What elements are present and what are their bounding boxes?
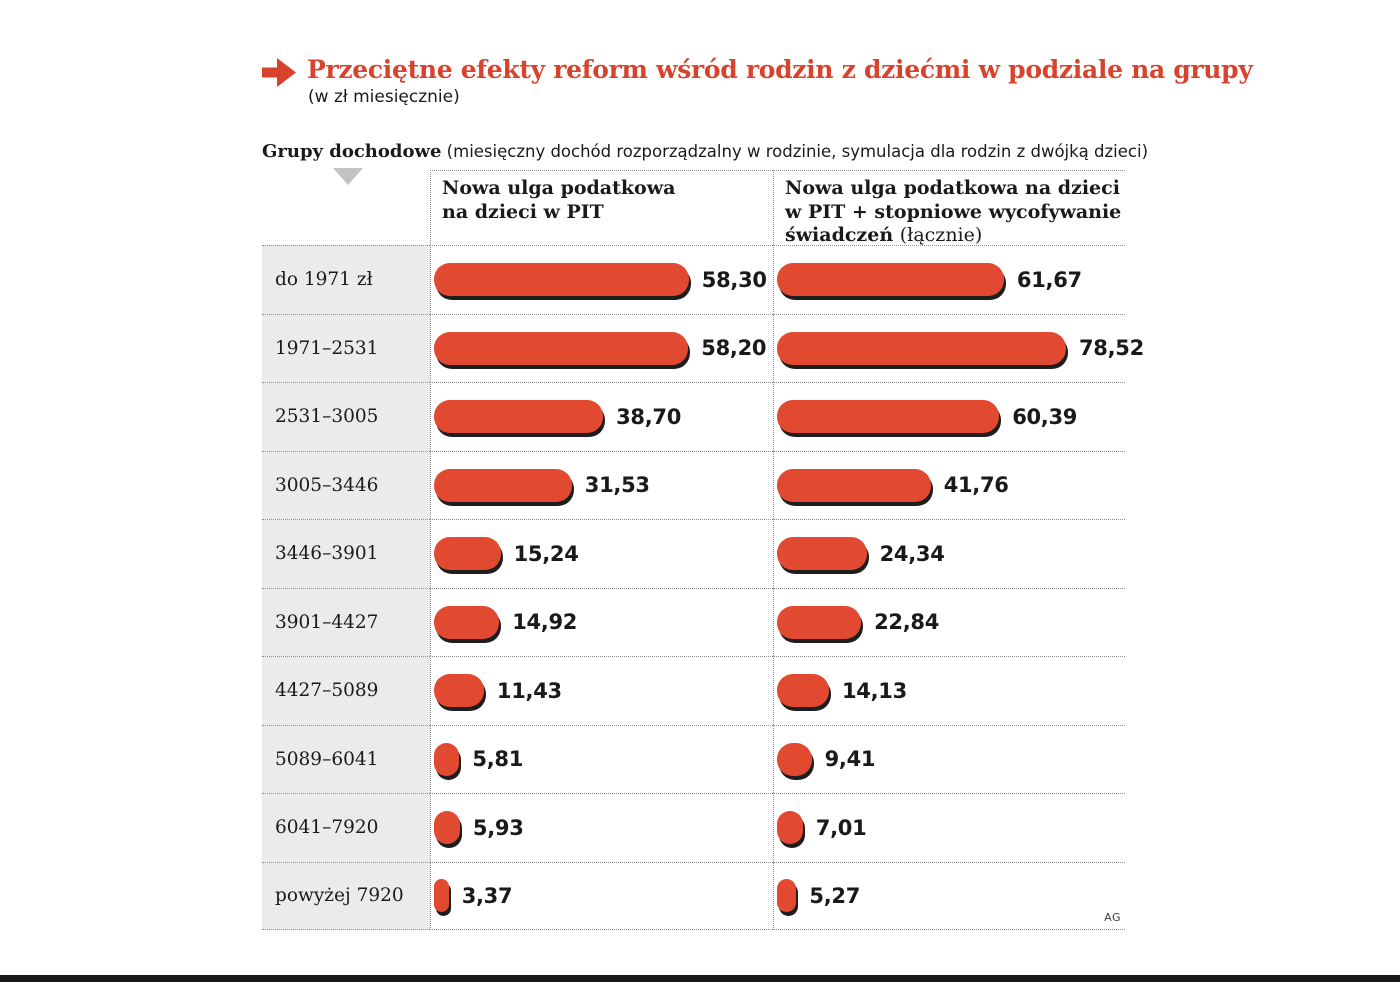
bar (434, 606, 499, 639)
value-label: 15,24 (513, 541, 579, 566)
row-label: 6041–7920 (262, 793, 430, 862)
bar-cell (773, 245, 1125, 314)
bar (777, 400, 999, 433)
bar (777, 743, 812, 776)
bar (434, 332, 688, 365)
bar-cell (430, 382, 773, 451)
bar (777, 332, 1066, 365)
row-label: 1971–2531 (262, 314, 430, 383)
bar-cell (773, 382, 1125, 451)
bar-cell (430, 793, 773, 862)
page-title: Przeciętne efekty reform wśród rodzin z dziećmi w podziale na grupy (307, 55, 1253, 84)
bar-cell (773, 588, 1125, 657)
value-label: 24,34 (879, 541, 945, 566)
value-label: 58,30 (701, 267, 767, 292)
bar (434, 537, 501, 570)
bar (777, 263, 1004, 296)
bar-cell (430, 862, 773, 931)
bar (434, 400, 603, 433)
value-label: 61,67 (1016, 267, 1082, 292)
column-header-2-line: w PIT + stopniowe wycofywanie (785, 200, 1122, 223)
bar (434, 743, 459, 776)
page-subtitle: (w zł miesięcznie) (308, 87, 460, 107)
row-label: powyżej 7920 (262, 862, 430, 931)
value-label: 22,84 (874, 610, 940, 635)
bar-cell (773, 314, 1144, 383)
bar-cell (430, 314, 773, 383)
column-header-1 (430, 170, 773, 245)
author-credit: AG (1104, 911, 1121, 924)
bar (434, 469, 572, 502)
bar (777, 469, 931, 502)
bar-cell (430, 725, 773, 794)
column-header-1-line: Nowa ulga podatkowa (442, 177, 676, 199)
bar-cell (773, 656, 1125, 725)
bar (434, 674, 484, 707)
bar-cell (430, 656, 773, 725)
bar-cell (773, 451, 1125, 520)
value-label: 31,53 (584, 473, 650, 498)
column-header-2 (773, 170, 1125, 245)
bar-cell (430, 451, 773, 520)
bar-cell (430, 519, 773, 588)
value-label: 7,01 (815, 815, 867, 840)
column-header-1-line: na dzieci w PIT (442, 200, 604, 223)
value-label: 14,92 (512, 610, 578, 635)
value-label: 58,20 (701, 336, 767, 361)
bar (777, 674, 829, 707)
bar (434, 879, 449, 912)
value-label: 5,81 (472, 747, 524, 772)
column-header-2-line: Nowa ulga podatkowa na dzieci (785, 177, 1120, 199)
bar (777, 879, 796, 912)
value-label: 9,41 (824, 747, 876, 772)
value-label: 38,70 (616, 404, 682, 429)
value-label: 60,39 (1012, 404, 1078, 429)
arrow-icon (262, 57, 296, 88)
row-label: 4427–5089 (262, 656, 430, 725)
column-header-2-suffix: (łącznie) (899, 224, 983, 246)
row-label: 3901–4427 (262, 588, 430, 657)
bar (777, 811, 803, 844)
value-label: 11,43 (496, 678, 562, 703)
row-label: 3005–3446 (262, 451, 430, 520)
row-label: 3446–3901 (262, 519, 430, 588)
bar-cell (430, 245, 773, 314)
bar-cell (430, 588, 773, 657)
bar-cell (773, 725, 1125, 794)
bar (777, 537, 867, 570)
bar (434, 263, 689, 296)
value-label: 78,52 (1079, 336, 1144, 361)
income-groups-caption-note: (miesięczny dochód rozporządzalny w rodzinie, symulacja dla rodzin z dwójką dzieci) (441, 142, 1149, 161)
bar-cell (773, 793, 1125, 862)
bar (777, 606, 861, 639)
bar (434, 811, 460, 844)
value-label: 41,76 (943, 473, 1009, 498)
income-groups-caption (262, 141, 1162, 162)
value-label: 5,93 (472, 815, 524, 840)
row-label: 5089–6041 (262, 725, 430, 794)
row-label: do 1971 zł (262, 245, 430, 314)
bottom-rule (0, 975, 1400, 982)
value-label: 5,27 (809, 883, 861, 908)
bar-table (262, 170, 1144, 930)
column-header-2-line: świadczeń (785, 224, 894, 246)
value-label: 3,37 (461, 883, 513, 908)
income-groups-caption-bold: Grupy dochodowe (262, 141, 442, 162)
bar-cell (773, 519, 1125, 588)
value-label: 14,13 (842, 678, 907, 703)
header-spacer (262, 170, 430, 245)
row-label: 2531–3005 (262, 382, 430, 451)
